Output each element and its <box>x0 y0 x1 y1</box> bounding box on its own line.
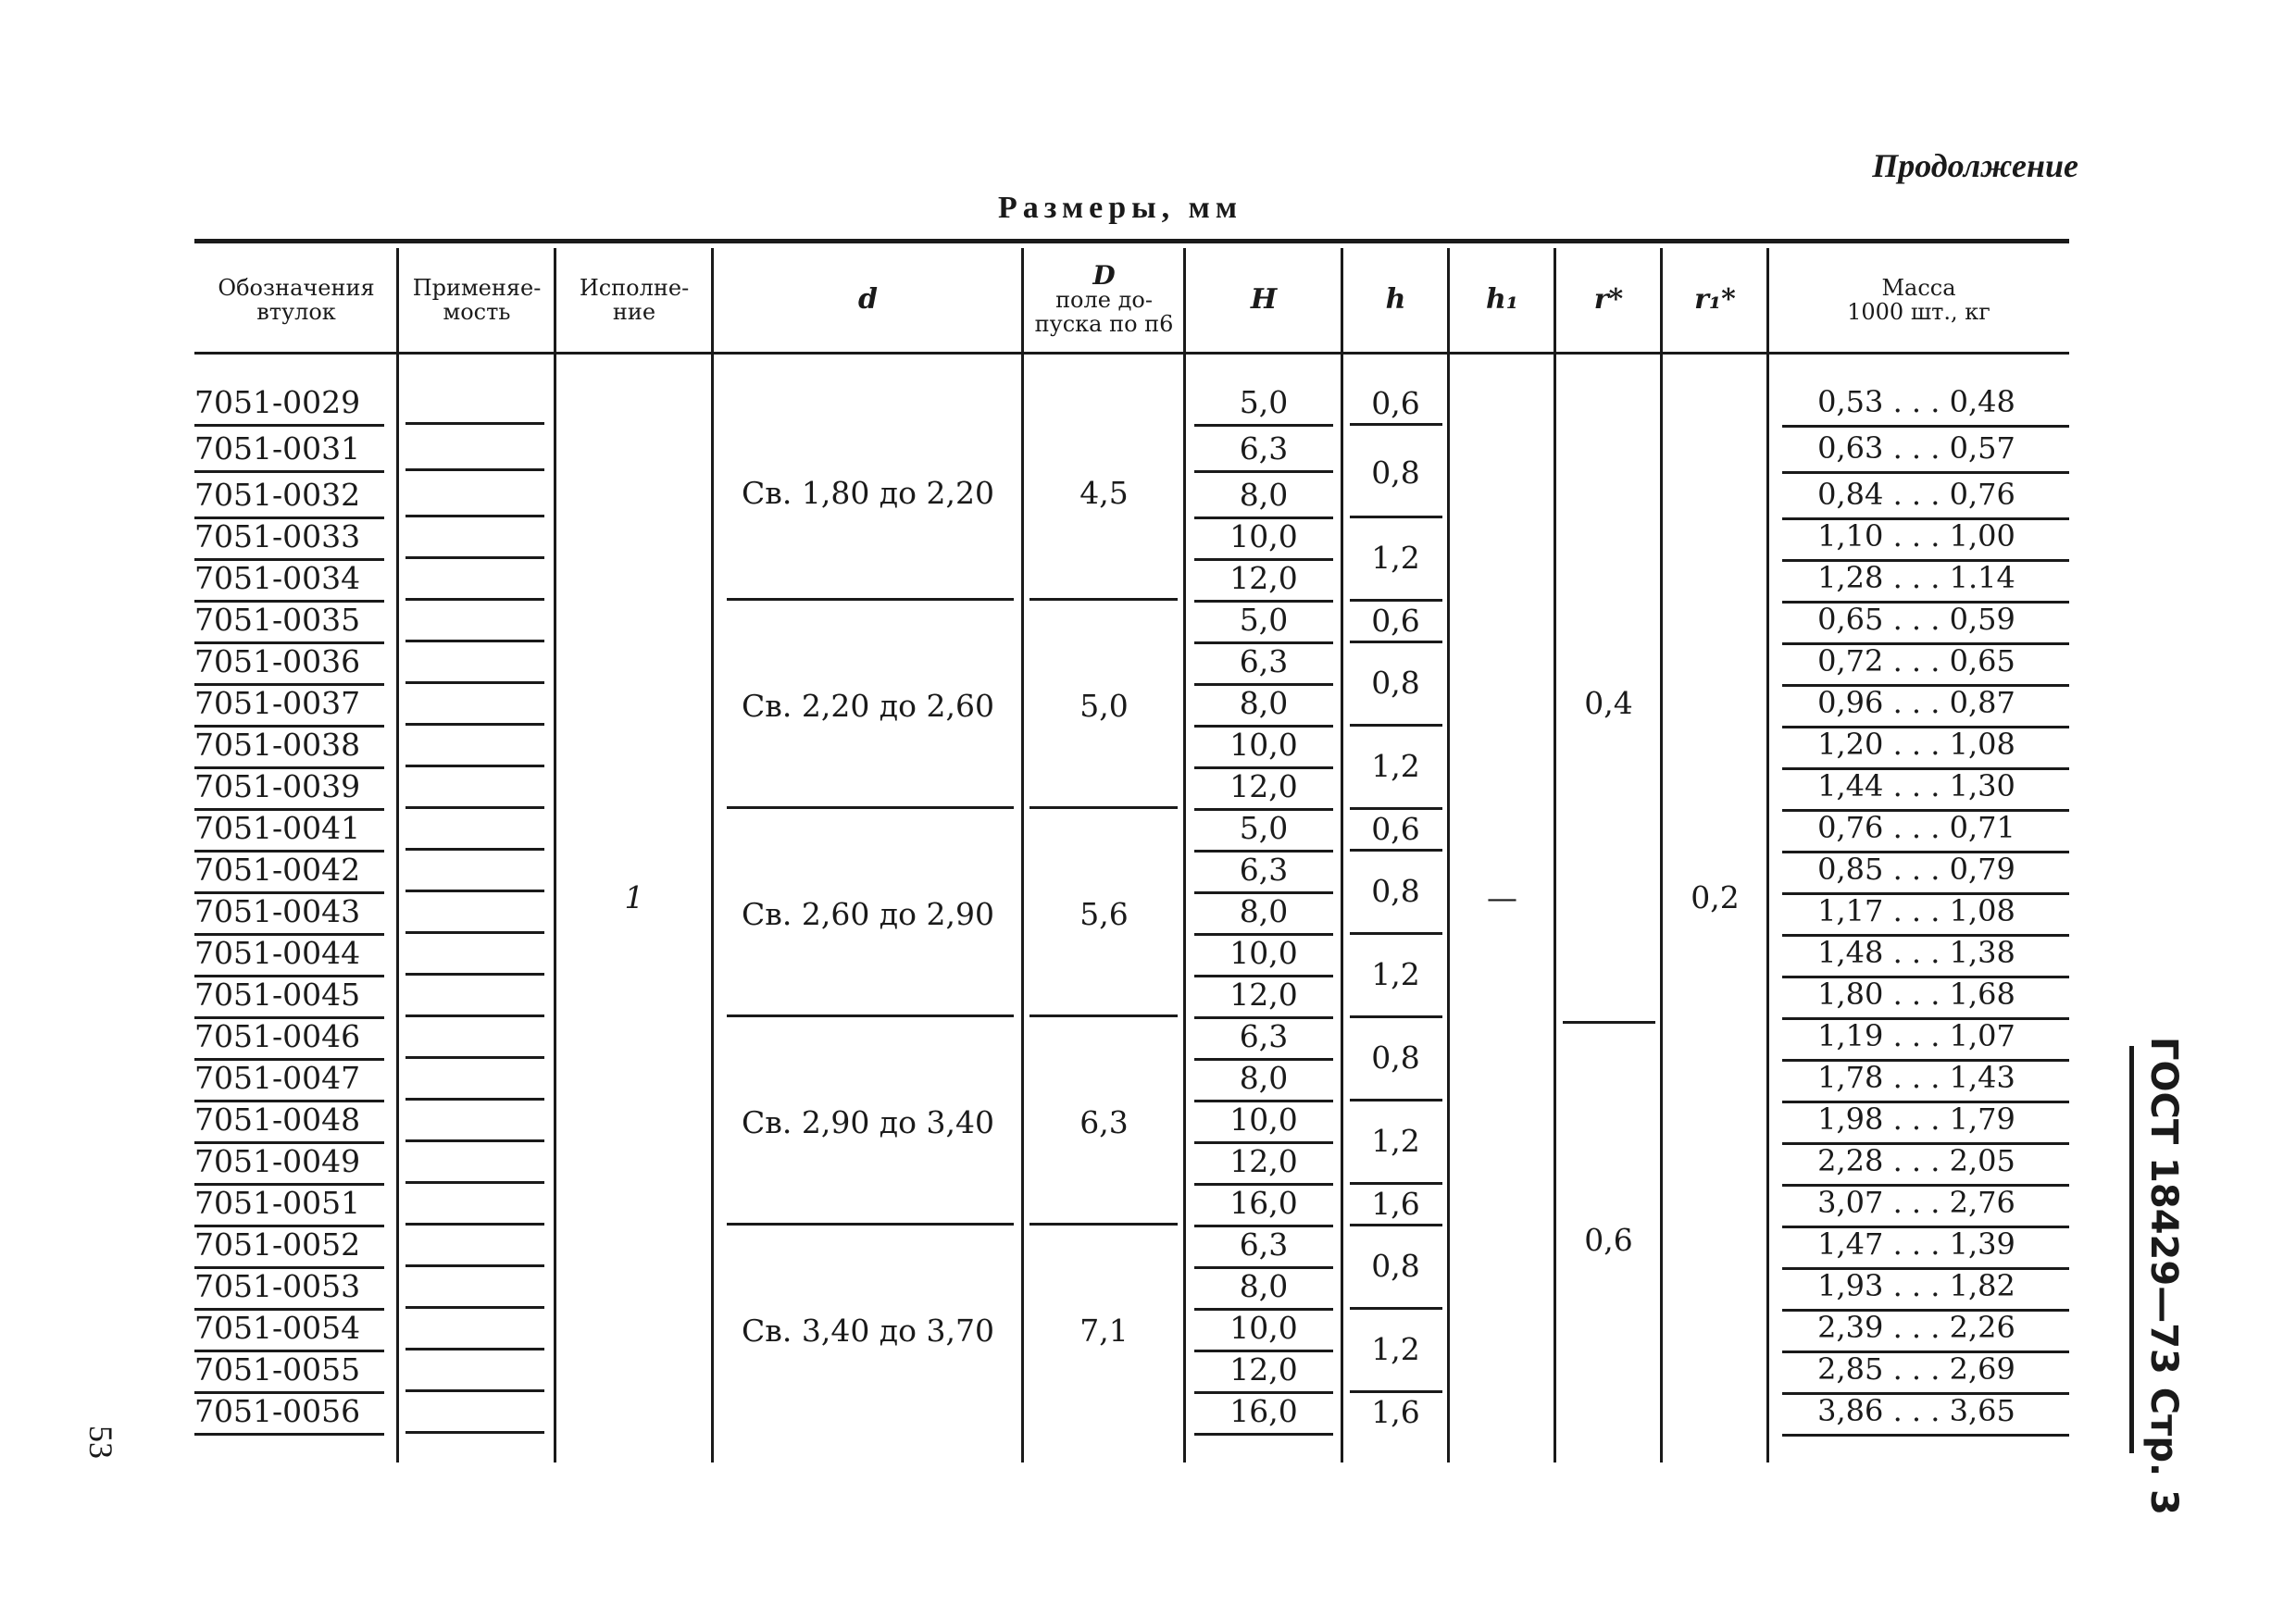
h-value: 0,8 <box>1371 454 1420 491</box>
D-tolerance-value: 5,0 <box>1079 687 1129 724</box>
col-rule <box>1554 248 1556 1462</box>
applicability-underline <box>406 723 544 726</box>
H-value: 8,0 <box>1239 685 1289 721</box>
H-value: 6,3 <box>1239 852 1289 888</box>
h-value: 0,8 <box>1371 873 1420 909</box>
h-value: 1,6 <box>1371 1185 1420 1222</box>
applicability-underline <box>406 973 544 976</box>
designation-code: 7051-0043 <box>194 893 361 929</box>
mass-value: 0,76 . . . 0,71 <box>1817 810 2015 845</box>
H-value: 12,0 <box>1229 560 1298 596</box>
h-value: 0,8 <box>1371 1039 1420 1076</box>
H-value: 12,0 <box>1229 977 1298 1013</box>
h-value: 1,2 <box>1371 956 1420 992</box>
table-top-rule <box>194 239 2069 243</box>
applicability-underline <box>406 598 544 601</box>
designation-code: 7051-0032 <box>194 477 361 513</box>
designation-code: 7051-0038 <box>194 727 361 763</box>
h-divider <box>1350 849 1442 852</box>
h-divider <box>1350 1224 1442 1226</box>
continuation-label: Продолжение <box>1872 147 2078 184</box>
header-r: r* <box>1593 283 1624 316</box>
header-designation: Обозначения втулок <box>218 275 375 325</box>
designation-code: 7051-0039 <box>194 768 361 804</box>
mass-value: 1,44 . . . 1,30 <box>1817 768 2015 803</box>
side-running-title: ГОСТ 18429—73 Стр. 3 <box>2142 1037 2185 1515</box>
header-applicability: Применяе- мость <box>412 275 542 325</box>
col-rule <box>1660 248 1663 1462</box>
mass-value: 2,85 . . . 2,69 <box>1817 1351 2015 1387</box>
H-value: 10,0 <box>1229 518 1298 554</box>
h-divider <box>1350 1015 1442 1018</box>
applicability-underline <box>406 515 544 517</box>
H-value: 6,3 <box>1239 1018 1289 1054</box>
D-group-divider <box>1029 1223 1178 1226</box>
H-underline <box>1194 470 1333 473</box>
mass-value: 1,98 . . . 1,79 <box>1817 1101 2015 1137</box>
mass-value: 1,47 . . . 1,39 <box>1817 1226 2015 1262</box>
D-tolerance-value: 6,3 <box>1079 1103 1129 1140</box>
version-value: 1 <box>624 879 644 915</box>
mass-value: 1,78 . . . 1,43 <box>1817 1060 2015 1095</box>
h-value: 0,8 <box>1371 665 1420 701</box>
mass-value: 1,19 . . . 1,07 <box>1817 1018 2015 1053</box>
header-version: Исполне- ние <box>579 275 690 325</box>
designation-code: 7051-0029 <box>194 384 361 420</box>
D-group-divider <box>1029 806 1178 809</box>
designation-code: 7051-0046 <box>194 1018 361 1054</box>
applicability-underline <box>406 848 544 851</box>
designation-code: 7051-0056 <box>194 1393 361 1429</box>
page-number: 53 <box>82 1425 119 1459</box>
designation-code: 7051-0051 <box>194 1185 361 1221</box>
D-tolerance-value: 4,5 <box>1079 474 1129 511</box>
row-underline <box>194 1433 384 1436</box>
designation-code: 7051-0049 <box>194 1143 361 1179</box>
mass-underline <box>1782 425 2069 428</box>
designation-code: 7051-0048 <box>194 1101 361 1138</box>
col-rule <box>711 248 714 1462</box>
applicability-underline <box>406 890 544 892</box>
applicability-underline <box>406 1306 544 1309</box>
h-divider <box>1350 1307 1442 1310</box>
mass-underline <box>1782 1434 2069 1437</box>
mass-value: 0,72 . . . 0,65 <box>1817 643 2015 678</box>
side-title-rule <box>2129 1046 2134 1453</box>
mass-value: 0,65 . . . 0,59 <box>1817 602 2015 637</box>
mass-value: 1,20 . . . 1,08 <box>1817 727 2015 762</box>
mass-value: 0,84 . . . 0,76 <box>1817 477 2015 512</box>
h-value: 0,8 <box>1371 1248 1420 1284</box>
h-value: 1,2 <box>1371 1123 1420 1159</box>
applicability-underline <box>406 1014 544 1017</box>
applicability-underline <box>406 681 544 684</box>
row-underline <box>194 424 384 427</box>
H-value: 8,0 <box>1239 477 1289 513</box>
d-range: Св. 1,80 до 2,20 <box>742 474 994 511</box>
H-value: 10,0 <box>1229 727 1298 763</box>
h-value: 1,2 <box>1371 1331 1420 1367</box>
row-underline <box>194 470 384 473</box>
designation-code: 7051-0036 <box>194 643 361 679</box>
applicability-underline <box>406 931 544 934</box>
header-bottom-rule <box>194 352 2069 355</box>
applicability-underline <box>406 1181 544 1184</box>
mass-value: 1,28 . . . 1.14 <box>1817 560 2015 595</box>
applicability-underline <box>406 1139 544 1142</box>
designation-code: 7051-0031 <box>194 430 361 467</box>
mass-value: 0,96 . . . 0,87 <box>1817 685 2015 720</box>
designation-code: 7051-0037 <box>194 685 361 721</box>
applicability-underline <box>406 1223 544 1226</box>
h-value: 1,2 <box>1371 540 1420 576</box>
d-group-divider <box>727 1223 1014 1226</box>
h-value: 0,6 <box>1371 384 1420 421</box>
col-rule <box>1183 248 1186 1462</box>
H-value: 8,0 <box>1239 893 1289 929</box>
mass-value: 1,48 . . . 1,38 <box>1817 935 2015 970</box>
mass-value: 2,28 . . . 2,05 <box>1817 1143 2015 1178</box>
applicability-underline <box>406 1264 544 1267</box>
D-tolerance-value: 5,6 <box>1079 895 1129 932</box>
designation-code: 7051-0042 <box>194 852 361 888</box>
designation-code: 7051-0052 <box>194 1226 361 1263</box>
H-value: 10,0 <box>1229 935 1298 971</box>
H-value: 8,0 <box>1239 1060 1289 1096</box>
h-divider <box>1350 1099 1442 1101</box>
H-underline <box>1194 424 1333 427</box>
H-value: 8,0 <box>1239 1268 1289 1304</box>
h-divider <box>1350 932 1442 935</box>
H-value: 16,0 <box>1229 1185 1298 1221</box>
d-range: Св. 2,20 до 2,60 <box>742 687 994 724</box>
d-range: Св. 2,90 до 3,40 <box>742 1103 994 1140</box>
h-divider <box>1350 641 1442 643</box>
designation-code: 7051-0055 <box>194 1351 361 1388</box>
h-value: 1,2 <box>1371 748 1420 784</box>
applicability-underline <box>406 1348 544 1350</box>
H-value: 12,0 <box>1229 1351 1298 1388</box>
col-rule <box>554 248 556 1462</box>
mass-value: 1,10 . . . 1,00 <box>1817 518 2015 554</box>
H-value: 6,3 <box>1239 643 1289 679</box>
r-value-group-2: 0,6 <box>1584 1222 1633 1258</box>
H-value: 10,0 <box>1229 1310 1298 1346</box>
designation-code: 7051-0047 <box>194 1060 361 1096</box>
col-rule <box>396 248 399 1462</box>
designation-code: 7051-0044 <box>194 935 361 971</box>
d-group-divider <box>727 598 1014 601</box>
header-mass: Масса 1000 шт., кг <box>1847 275 1990 325</box>
applicability-underline <box>406 1098 544 1101</box>
h-divider <box>1350 516 1442 518</box>
designation-code: 7051-0054 <box>194 1310 361 1346</box>
H-value: 16,0 <box>1229 1393 1298 1429</box>
H-value: 6,3 <box>1239 1226 1289 1263</box>
r-group-divider <box>1563 1021 1655 1024</box>
header-h1: h₁ <box>1486 283 1518 316</box>
mass-value: 1,80 . . . 1,68 <box>1817 977 2015 1012</box>
mass-underline <box>1782 471 2069 474</box>
D-group-divider <box>1029 1014 1178 1017</box>
H-value: 5,0 <box>1239 384 1289 420</box>
H-value: 12,0 <box>1229 1143 1298 1179</box>
D-tolerance-value: 7,1 <box>1079 1312 1129 1349</box>
applicability-underline <box>406 468 544 471</box>
table-caption: Размеры, мм <box>998 191 1242 225</box>
mass-value: 3,86 . . . 3,65 <box>1817 1393 2015 1428</box>
d-range: Св. 2,60 до 2,90 <box>742 895 994 932</box>
header-d: d <box>858 283 878 316</box>
d-group-divider <box>727 806 1014 809</box>
mass-value: 1,93 . . . 1,82 <box>1817 1268 2015 1303</box>
h-value: 0,6 <box>1371 602 1420 639</box>
mass-value: 3,07 . . . 2,76 <box>1817 1185 2015 1220</box>
applicability-underline <box>406 1056 544 1059</box>
designation-code: 7051-0034 <box>194 560 361 596</box>
H-value: 10,0 <box>1229 1101 1298 1138</box>
r-value-group-1: 0,4 <box>1584 685 1633 721</box>
applicability-underline <box>406 422 544 425</box>
mass-value: 0,85 . . . 0,79 <box>1817 852 2015 887</box>
d-group-divider <box>727 1014 1014 1017</box>
applicability-underline <box>406 765 544 767</box>
mass-value: 0,53 . . . 0,48 <box>1817 384 2015 419</box>
H-value: 12,0 <box>1229 768 1298 804</box>
header-H: H <box>1250 283 1278 316</box>
applicability-underline <box>406 1431 544 1434</box>
h-value: 0,6 <box>1371 810 1420 847</box>
applicability-underline <box>406 806 544 809</box>
designation-code: 7051-0053 <box>194 1268 361 1304</box>
header-h: h <box>1385 283 1406 316</box>
col-rule <box>1766 248 1769 1462</box>
H-underline <box>1194 1433 1333 1436</box>
h-divider <box>1350 724 1442 727</box>
h-divider <box>1350 423 1442 426</box>
h-value: 1,6 <box>1371 1393 1420 1430</box>
applicability-underline <box>406 640 544 642</box>
mass-value: 0,63 . . . 0,57 <box>1817 430 2015 466</box>
H-value: 6,3 <box>1239 430 1289 467</box>
mass-value: 1,17 . . . 1,08 <box>1817 893 2015 928</box>
h1-value: — <box>1487 879 1517 915</box>
H-value: 5,0 <box>1239 602 1289 638</box>
d-range: Св. 3,40 до 3,70 <box>742 1312 994 1349</box>
applicability-underline <box>406 1389 544 1392</box>
r1-value: 0,2 <box>1691 879 1740 915</box>
designation-code: 7051-0035 <box>194 602 361 638</box>
designation-code: 7051-0045 <box>194 977 361 1013</box>
D-group-divider <box>1029 598 1178 601</box>
H-value: 5,0 <box>1239 810 1289 846</box>
designation-code: 7051-0041 <box>194 810 361 846</box>
header-r1: r₁* <box>1694 283 1736 316</box>
mass-value: 2,39 . . . 2,26 <box>1817 1310 2015 1345</box>
designation-code: 7051-0033 <box>194 518 361 554</box>
col-rule <box>1021 248 1024 1462</box>
applicability-underline <box>406 556 544 559</box>
header-D: D поле до- пуска по п6 <box>1034 260 1174 337</box>
